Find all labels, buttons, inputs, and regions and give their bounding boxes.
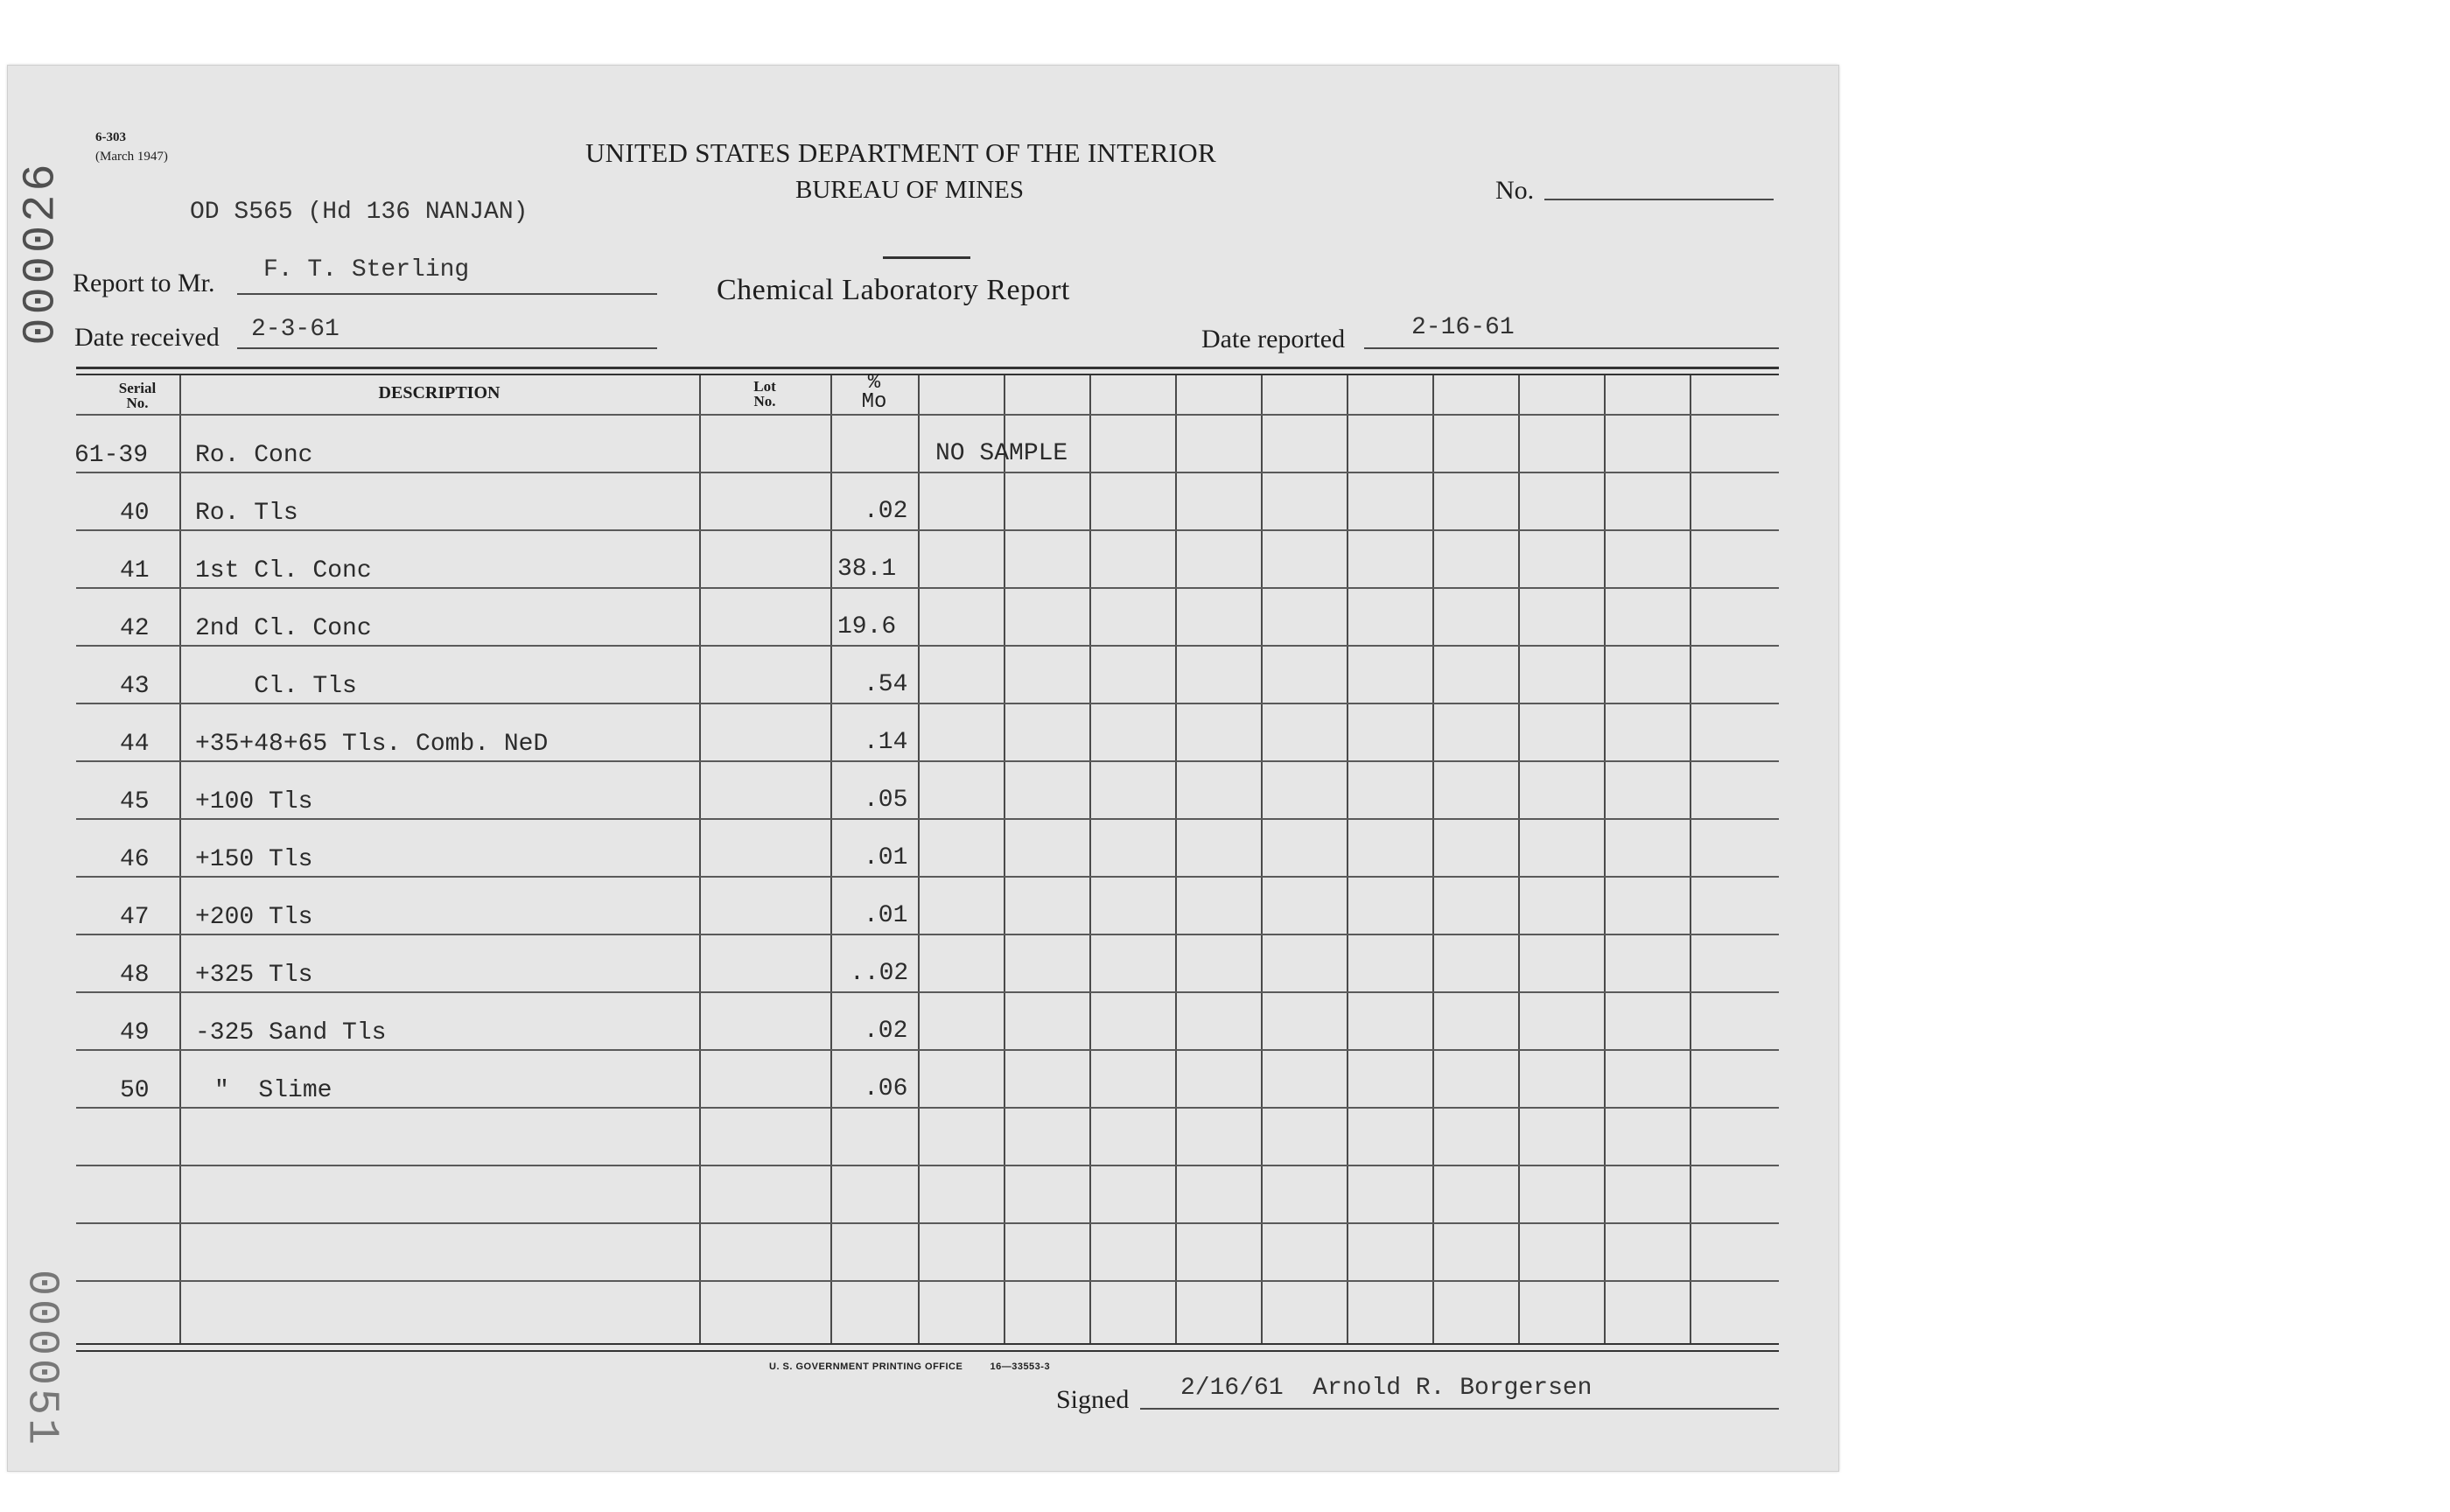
table-top-rule-inner [76,374,1779,375]
row-line [76,1222,1779,1224]
date-reported-label: Date reported [1201,325,1346,354]
header-lot [725,379,804,409]
row-serial: 50 [120,1077,150,1104]
header-description: DESCRIPTION [378,383,500,402]
row-serial: 41 [120,557,150,584]
row-description: +35+48+65 Tls. Comb. NeD [195,731,549,758]
col-divider-4 [1261,375,1263,1343]
date-received-line [237,347,657,349]
side-stamp-top-text: 000026 [15,160,67,346]
report-form [7,65,1839,1472]
form-number: 6-303 [95,130,126,144]
header-lot-bottom: No. [753,393,776,410]
date-reported-value: 2-16-61 [1411,314,1515,341]
row-mo: .02 [864,1018,908,1045]
row-line [76,876,1779,878]
side-stamp-top [10,139,71,367]
header-serial-bottom: No. [126,395,149,411]
side-stamp-bottom-text: 000051 [16,1269,66,1449]
col-divider-mo [918,375,920,1343]
row-serial: 44 [120,731,150,758]
row-mo: .05 [864,787,908,814]
row-description: 2nd Cl. Conc [195,615,372,642]
row-line [76,760,1779,762]
row-line [76,934,1779,935]
row-mo: .06 [864,1075,908,1102]
col-divider-3 [1175,375,1177,1343]
header-underline [76,414,1779,416]
col-divider-lot [830,375,832,1343]
row-description: +100 Tls [195,788,313,816]
col-divider-2 [1089,375,1091,1343]
row-serial: 45 [120,788,150,816]
row-serial: 42 [120,615,150,642]
row-mo: 19.6 [837,613,897,640]
row-description: +150 Tls [195,846,313,873]
row-serial: 47 [120,904,150,931]
row-description: Ro. Tls [195,500,298,527]
header-lot-top: Lot [753,378,776,395]
row-mo: ..02 [850,960,909,987]
form-date: (March 1947) [95,150,168,164]
report-title: Chemical Laboratory Report [717,274,1070,306]
title-divider [883,256,970,259]
row-serial: 49 [120,1019,150,1046]
row-description: +200 Tls [195,904,313,931]
row-line [76,1165,1779,1166]
col-divider-6 [1432,375,1434,1343]
col-divider-9 [1690,375,1691,1343]
row-serial: 46 [120,846,150,873]
date-reported-line [1364,347,1779,349]
row-serial: 61-39 [74,442,149,469]
row-mo: .02 [864,498,908,525]
row-note: NO SAMPLE [935,440,1068,467]
col-divider-8 [1604,375,1606,1343]
col-divider-7 [1518,375,1520,1343]
header-mo [839,371,909,414]
row-line [76,587,1779,589]
row-line [76,472,1779,473]
header-mo-top: % [867,371,881,395]
row-serial: 40 [120,500,150,527]
row-description: Ro. Conc [195,442,313,469]
row-mo: .01 [864,844,908,872]
row-line [76,1049,1779,1051]
row-description: " Slime [214,1077,332,1104]
table-bottom-rule [76,1343,1779,1345]
col-divider-5 [1347,375,1348,1343]
row-line [76,645,1779,647]
row-line [76,1107,1779,1109]
print-code: 16—33553-3 [990,1362,1051,1372]
header-serial [102,381,172,410]
bureau-title: BUREAU OF MINES [795,176,1025,204]
date-received-value: 2-3-61 [251,316,340,343]
row-line [76,818,1779,820]
table-bottom-rule-outer [76,1350,1779,1352]
row-description: +325 Tls [195,962,313,989]
row-line [76,703,1779,704]
row-mo: .01 [864,902,908,929]
col-divider-1 [1004,375,1005,1343]
report-to-line [237,293,657,295]
reference-code: OD S565 (Hd 136 NANJAN) [190,199,528,226]
row-description: 1st Cl. Conc [195,557,372,584]
date-received-label: Date received [74,323,220,352]
signed-line [1140,1408,1779,1410]
signed-label: Signed [1056,1385,1130,1414]
no-line [1544,199,1774,200]
printing-office [769,1362,1050,1372]
row-description: -325 Sand Tls [195,1019,387,1046]
report-to-label: Report to Mr. [73,269,215,298]
header-mo-bottom: Mo [861,390,887,414]
col-divider-serial [179,375,181,1343]
row-line [76,529,1779,531]
side-stamp-bottom [10,1245,71,1472]
row-mo: 38.1 [837,556,897,583]
report-to-value: F. T. Sterling [263,256,470,284]
agency-title: UNITED STATES DEPARTMENT OF THE INTERIOR [585,137,1216,168]
table-top-rule [76,367,1779,369]
printing-office-name: U. S. GOVERNMENT PRINTING OFFICE [769,1362,963,1372]
row-mo: .54 [864,671,908,698]
row-mo: .14 [864,729,908,756]
row-serial: 48 [120,962,150,989]
row-description: Cl. Tls [195,673,357,700]
row-line [76,1280,1779,1282]
header-serial-top: Serial [118,380,157,396]
no-label: No. [1495,176,1535,205]
row-serial: 43 [120,673,150,700]
row-line [76,991,1779,993]
signed-value: 2/16/61 Arnold R. Borgersen [1180,1375,1592,1402]
col-divider-description [699,375,701,1343]
